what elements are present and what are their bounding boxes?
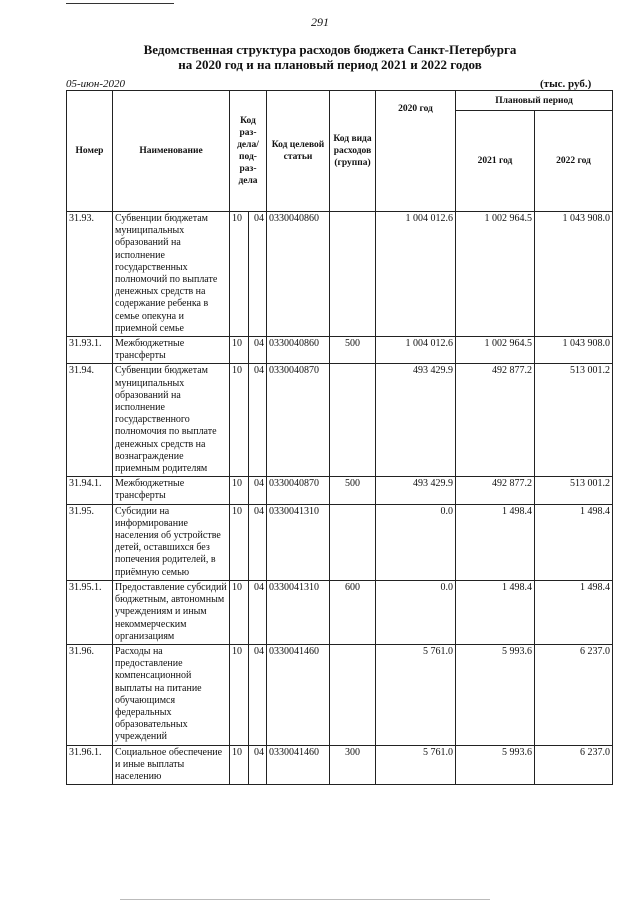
row-name: Межбюджетные трансферты bbox=[113, 477, 230, 504]
header-section: Код раз- дела/ под- раз- дела bbox=[230, 91, 267, 212]
row-number: 31.93.1. bbox=[67, 337, 113, 364]
row-section: 10 bbox=[230, 504, 249, 580]
page-number: 291 bbox=[311, 15, 329, 29]
row-target-code: 0330040860 bbox=[267, 212, 330, 337]
row-target-code: 0330041310 bbox=[267, 580, 330, 644]
header-2021: 2021 год bbox=[456, 111, 535, 212]
row-2021: 1 002 964.5 bbox=[456, 212, 535, 337]
table-row bbox=[67, 745, 613, 785]
row-target-code: 0330041460 bbox=[267, 644, 330, 745]
table-row bbox=[67, 477, 613, 504]
header-2022: 2022 год bbox=[535, 111, 613, 212]
row-target-code: 0330040870 bbox=[267, 364, 330, 477]
row-section: 10 bbox=[230, 745, 249, 785]
table-row bbox=[67, 504, 613, 580]
row-2020: 493 429.9 bbox=[376, 364, 456, 477]
top-rule bbox=[66, 3, 174, 4]
row-2020: 5 761.0 bbox=[376, 745, 456, 785]
row-expense-type bbox=[330, 644, 376, 745]
row-2021: 492 877.2 bbox=[456, 364, 535, 477]
row-name: Расходы на предоставление компенсационной выплаты на питание обучающимся федеральных образовательных учреждений bbox=[113, 644, 230, 745]
header-target: Код целевой статьи bbox=[267, 91, 330, 212]
row-2021: 5 993.6 bbox=[456, 644, 535, 745]
row-section: 10 bbox=[230, 580, 249, 644]
row-2022: 513 001.2 bbox=[535, 477, 613, 504]
row-2020: 1 004 012.6 bbox=[376, 212, 456, 337]
row-2022: 6 237.0 bbox=[535, 745, 613, 785]
table-row bbox=[67, 212, 613, 337]
row-section: 10 bbox=[230, 644, 249, 745]
row-number: 31.95. bbox=[67, 504, 113, 580]
row-2022: 1 498.4 bbox=[535, 504, 613, 580]
row-2022: 6 237.0 bbox=[535, 644, 613, 745]
row-target-code: 0330041460 bbox=[267, 745, 330, 785]
row-number: 31.96. bbox=[67, 644, 113, 745]
header-number: Номер bbox=[67, 91, 113, 212]
row-subsection: 04 bbox=[249, 644, 267, 745]
row-2020: 0.0 bbox=[376, 580, 456, 644]
row-name: Межбюджетные трансферты bbox=[113, 337, 230, 364]
title-line-1: Ведомственная структура расходов бюджета Санкт-Петербурга bbox=[143, 42, 517, 57]
row-subsection: 04 bbox=[249, 337, 267, 364]
row-subsection: 04 bbox=[249, 504, 267, 580]
row-2021: 492 877.2 bbox=[456, 477, 535, 504]
row-number: 31.94.1. bbox=[67, 477, 113, 504]
row-name: Субвенции бюджетам муниципальных образований на исполнение государственных полномочий по выплате денежных средств на содержание ребенка в семье опекуна и приемной семье bbox=[113, 212, 230, 337]
row-target-code: 0330041310 bbox=[267, 504, 330, 580]
row-target-code: 0330040870 bbox=[267, 477, 330, 504]
table-row bbox=[67, 364, 613, 477]
row-2021: 1 498.4 bbox=[456, 504, 535, 580]
header-2020: 2020 год bbox=[376, 91, 456, 212]
row-subsection: 04 bbox=[249, 212, 267, 337]
row-subsection: 04 bbox=[249, 745, 267, 785]
row-2020: 493 429.9 bbox=[376, 477, 456, 504]
row-section: 10 bbox=[230, 337, 249, 364]
row-2022: 1 043 908.0 bbox=[535, 212, 613, 337]
row-target-code: 0330040860 bbox=[267, 337, 330, 364]
row-2020: 1 004 012.6 bbox=[376, 337, 456, 364]
row-subsection: 04 bbox=[249, 580, 267, 644]
row-expense-type bbox=[330, 504, 376, 580]
row-number: 31.94. bbox=[67, 364, 113, 477]
row-2022: 1 498.4 bbox=[535, 580, 613, 644]
row-subsection: 04 bbox=[249, 477, 267, 504]
row-subsection: 04 bbox=[249, 364, 267, 477]
row-expense-type: 500 bbox=[330, 477, 376, 504]
row-expense-type: 300 bbox=[330, 745, 376, 785]
row-number: 31.93. bbox=[67, 212, 113, 337]
table-row bbox=[67, 580, 613, 644]
header-planned-period: Плановый период bbox=[456, 91, 613, 111]
row-expense-type: 500 bbox=[330, 337, 376, 364]
row-2021: 1 498.4 bbox=[456, 580, 535, 644]
row-name: Субвенции бюджетам муниципальных образований на исполнение государственного полномочия по выплате денежных средств на вознаграждение приемным родителям bbox=[113, 364, 230, 477]
table-row bbox=[67, 644, 613, 745]
row-2020: 5 761.0 bbox=[376, 644, 456, 745]
header-expense-type: Код вида расходов (группа) bbox=[330, 91, 376, 212]
document-date: 05-июн-2020 bbox=[66, 78, 126, 90]
row-name: Предоставление субсидий бюджетным, автономным учреждениям и иным некоммерческим организациям bbox=[113, 580, 230, 644]
row-2022: 1 043 908.0 bbox=[535, 337, 613, 364]
row-2022: 513 001.2 bbox=[535, 364, 613, 477]
row-name: Субсидии на информирование населения об устройстве детей, оставшихся без попечения родителей, в приёмную семью bbox=[113, 504, 230, 580]
row-section: 10 bbox=[230, 477, 249, 504]
units-label: (тыс. руб.) bbox=[540, 78, 592, 90]
row-2020: 0.0 bbox=[376, 504, 456, 580]
row-expense-type: 600 bbox=[330, 580, 376, 644]
row-2021: 5 993.6 bbox=[456, 745, 535, 785]
row-number: 31.96.1. bbox=[67, 745, 113, 785]
document-title bbox=[60, 42, 600, 72]
row-name: Социальное обеспечение и иные выплаты населению bbox=[113, 745, 230, 785]
table-body bbox=[67, 212, 613, 785]
row-expense-type bbox=[330, 364, 376, 477]
row-expense-type bbox=[330, 212, 376, 337]
row-2021: 1 002 964.5 bbox=[456, 337, 535, 364]
budget-table bbox=[66, 90, 613, 785]
table-row bbox=[67, 337, 613, 364]
title-line-2: на 2020 год и на плановый период 2021 и 2022 годов bbox=[178, 57, 482, 72]
header-name: Наименование bbox=[113, 91, 230, 212]
row-section: 10 bbox=[230, 364, 249, 477]
row-number: 31.95.1. bbox=[67, 580, 113, 644]
row-section: 10 bbox=[230, 212, 249, 337]
bottom-rule bbox=[120, 899, 490, 900]
